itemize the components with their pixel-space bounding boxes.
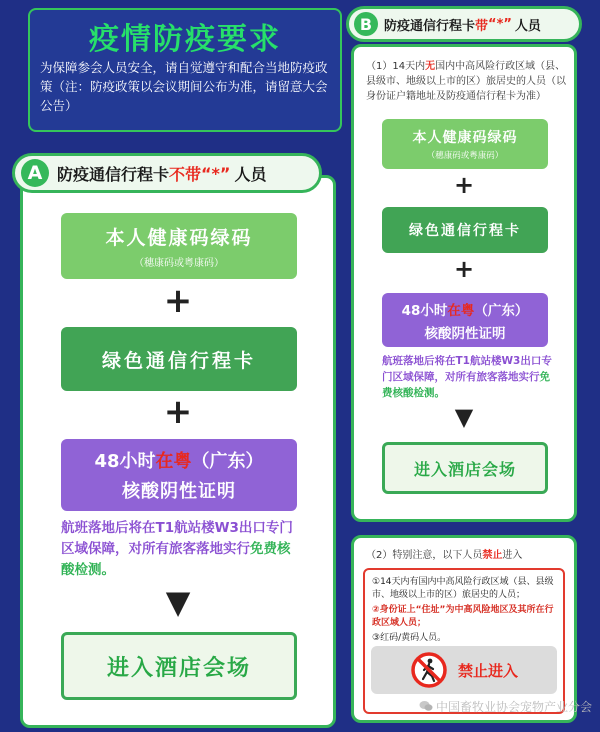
a-travel-card-title: 绿色通信行程卡 — [101, 349, 256, 372]
a-travel-card-box — [61, 327, 297, 391]
section-b-tag — [346, 6, 582, 42]
b-cond-red: 无 — [425, 61, 436, 72]
forbid-entry-label: 禁止进入 — [457, 661, 518, 680]
section-b-label-mark: “*” — [488, 16, 512, 32]
no-entry-icon — [410, 651, 448, 689]
a-plus-2: + — [163, 392, 193, 432]
page-description: 为保障参会人员安全，请自觉遵守和配合当地防疫政策（注：防疫政策以会议期间公布为准，请留意大会公告） — [40, 60, 328, 113]
section-b-panel — [351, 44, 577, 522]
a-nucleic-red: 在粤 — [155, 451, 192, 472]
b-flight-note — [382, 353, 558, 401]
c-title-pre: （2）特别注意，以下人员 — [366, 550, 483, 561]
b-nucleic-red: 在粤 — [447, 302, 475, 319]
b-nucleic-box — [382, 293, 548, 347]
a-health-code-title: 本人健康码绿码 — [105, 227, 253, 249]
forbid-item-2: ②身份证上“住址”为中高风险地区及其所在行政区域人员； — [372, 605, 554, 628]
section-b-label-red: 带 — [475, 18, 489, 34]
a-enter-venue-label: 进入酒店会场 — [106, 655, 251, 681]
c-title-red: 禁止 — [482, 550, 503, 561]
a-nucleic-pre: 48小时 — [94, 451, 156, 472]
forbid-entry-banner — [371, 646, 557, 694]
b-travel-card-title: 绿色通信行程卡 — [409, 223, 521, 239]
a-flight-note — [61, 518, 301, 581]
page-title: 疫情防疫要求 — [89, 22, 281, 57]
watermark-text: 中国畜牧业协会宠物产业分会 — [435, 700, 592, 714]
forbid-item-3: ③红码/黄码人员。 — [372, 633, 447, 643]
section-a-label-post: 人员 — [234, 164, 267, 184]
section-b-badge: B — [354, 12, 378, 36]
a-plus-1: + — [163, 281, 193, 321]
section-a-panel — [20, 175, 336, 728]
a-enter-venue-box — [61, 632, 297, 700]
b-nucleic-line2: 核酸阴性证明 — [424, 325, 506, 342]
a-note-text: 航班落地后将在T1航站楼W3出口专门区域保障，对所有旅客落地实行 — [61, 520, 293, 557]
a-nucleic-box — [61, 439, 297, 511]
b-note-green: 免费核酸检测。 — [382, 371, 550, 399]
b-health-code-title: 本人健康码绿码 — [412, 130, 518, 146]
b-cond-pre: （1）14天内 — [366, 61, 426, 72]
section-a-label-mark: “*” — [201, 163, 231, 183]
a-health-code-sub: （穗康码或粤康码） — [134, 258, 224, 269]
b-enter-venue-box — [382, 442, 548, 494]
b-plus-1: + — [453, 171, 475, 199]
b-health-code-sub: （穗康码或粤康码） — [426, 151, 504, 161]
arrow-down-icon: ▼ — [165, 583, 191, 621]
b-cond-post: 国内中高风险行政区域（县、县级市、地级以上市的区）旅居史的人员（以身份证户籍地址及防疫通信行程卡为准） — [366, 61, 566, 102]
wechat-icon — [419, 700, 433, 712]
section-a-label: 防疫通信行程卡 — [57, 164, 170, 184]
b-plus-2: + — [453, 255, 475, 283]
a-nucleic-line2: 核酸阴性证明 — [122, 481, 236, 502]
b-travel-card-box — [382, 207, 548, 253]
c-title — [366, 546, 566, 561]
b-nucleic-pre: 48小时 — [401, 302, 448, 319]
forbid-item-1: ①14天内有国内中高风险行政区域（县、县级市、地级以上市的区）旅居史的人员； — [372, 577, 554, 600]
arrow-down-icon: ▼ — [454, 403, 474, 431]
section-b-label-post: 人员 — [514, 18, 541, 34]
b-condition — [366, 59, 566, 104]
b-note-text: 航班落地后将在T1航站楼W3出口专门区域保障，对所有旅客落地实行 — [382, 355, 552, 383]
c-title-post: 进入 — [502, 550, 523, 561]
a-health-code-box — [61, 213, 297, 279]
watermark — [352, 698, 592, 715]
b-nucleic-post: （广东） — [474, 302, 529, 319]
a-nucleic-post: （广东） — [191, 451, 264, 472]
section-a-badge: A — [21, 159, 49, 187]
section-a-tag — [12, 153, 322, 193]
title-box — [28, 8, 342, 132]
b-health-code-box — [382, 119, 548, 169]
section-a-label-red: 不带 — [169, 164, 202, 184]
b-enter-venue-label: 进入酒店会场 — [413, 459, 516, 479]
section-b-label: 防疫通信行程卡 — [384, 18, 476, 34]
a-note-green: 免费核酸检测。 — [61, 541, 291, 578]
